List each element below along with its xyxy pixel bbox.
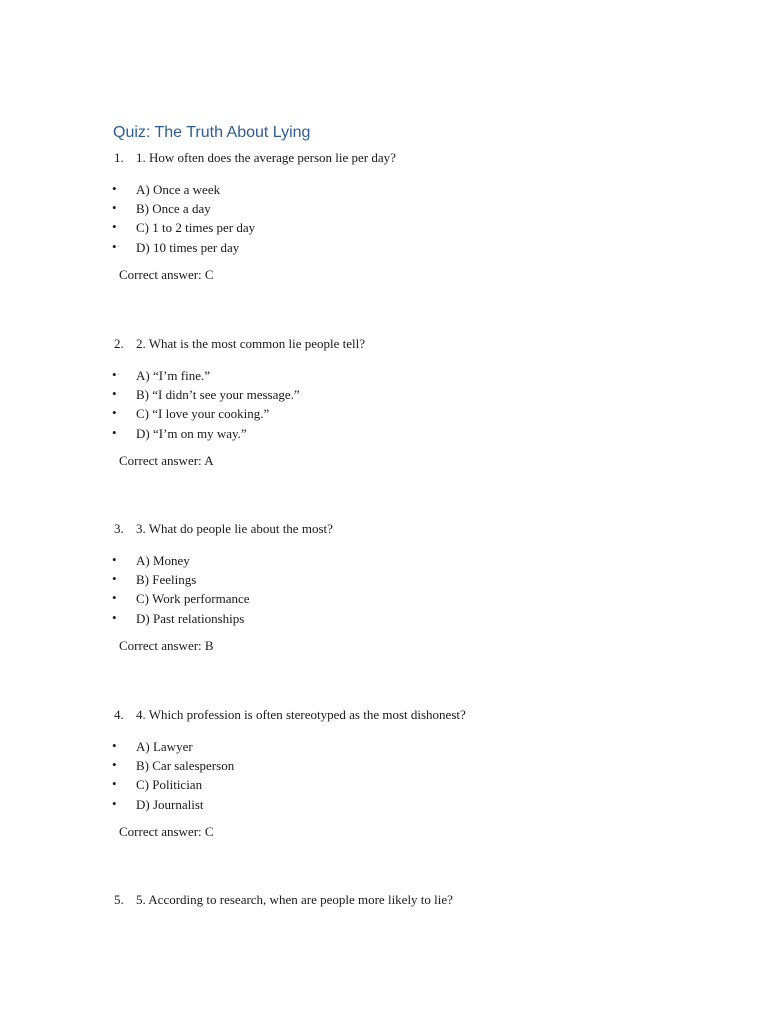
question-number: 1. xyxy=(114,150,124,165)
option-text: B) Car salesperson xyxy=(136,758,235,774)
option-text: B) Feelings xyxy=(136,572,197,588)
bullet-icon: • xyxy=(112,367,117,382)
question-text: 2. What is the most common lie people tell? xyxy=(136,336,366,351)
correct-answer: Correct answer: C xyxy=(119,267,214,282)
bullet-icon: • xyxy=(112,757,117,773)
bullet-icon: • xyxy=(112,738,117,753)
option-text: B) “I didn’t see your message.” xyxy=(136,387,300,403)
bullet-icon: • xyxy=(112,181,117,196)
question-text: 4. Which profession is often stereotyped as the most dishonest? xyxy=(136,707,466,722)
bullet-icon: • xyxy=(112,609,117,625)
correct-answer: Correct answer: A xyxy=(119,453,214,468)
option-text: C) 1 to 2 times per day xyxy=(136,220,256,236)
bullet-icon: • xyxy=(112,590,117,606)
question-number: 4. xyxy=(114,707,124,722)
quiz-title: Quiz: The Truth About Lying xyxy=(113,124,311,141)
option-text: D) Journalist xyxy=(136,796,204,812)
bullet-icon: • xyxy=(112,795,117,811)
option-text: A) Lawyer xyxy=(136,739,193,754)
bullet-icon: • xyxy=(112,200,117,216)
bullet-icon: • xyxy=(112,571,117,587)
option-text: A) Once a week xyxy=(136,182,221,197)
bullet-icon: • xyxy=(112,405,117,421)
question-text: 5. According to research, when are people more likely to lie? xyxy=(136,892,453,907)
question-number: 3. xyxy=(114,521,124,536)
bullet-icon: • xyxy=(112,238,117,254)
question-text: 3. What do people lie about the most? xyxy=(136,521,333,536)
option-text: D) 10 times per day xyxy=(136,239,240,255)
question-number: 5. xyxy=(114,892,124,907)
question-number: 2. xyxy=(114,336,124,351)
option-text: C) Work performance xyxy=(136,591,250,607)
option-text: C) “I love your cooking.” xyxy=(136,406,270,422)
option-text: A) Money xyxy=(136,553,190,568)
bullet-icon: • xyxy=(112,424,117,440)
bullet-icon: • xyxy=(112,219,117,235)
bullet-icon: • xyxy=(112,386,117,402)
bullet-icon: • xyxy=(112,552,117,567)
option-text: C) Politician xyxy=(136,777,203,793)
correct-answer: Correct answer: B xyxy=(119,638,214,653)
correct-answer: Correct answer: C xyxy=(119,824,214,839)
bullet-icon: • xyxy=(112,776,117,792)
question-text: 1. How often does the average person lie per day? xyxy=(136,150,396,165)
option-text: D) “I’m on my way.” xyxy=(136,425,247,441)
option-text: B) Once a day xyxy=(136,201,211,217)
option-text: D) Past relationships xyxy=(136,610,245,626)
option-text: A) “I’m fine.” xyxy=(136,368,210,383)
